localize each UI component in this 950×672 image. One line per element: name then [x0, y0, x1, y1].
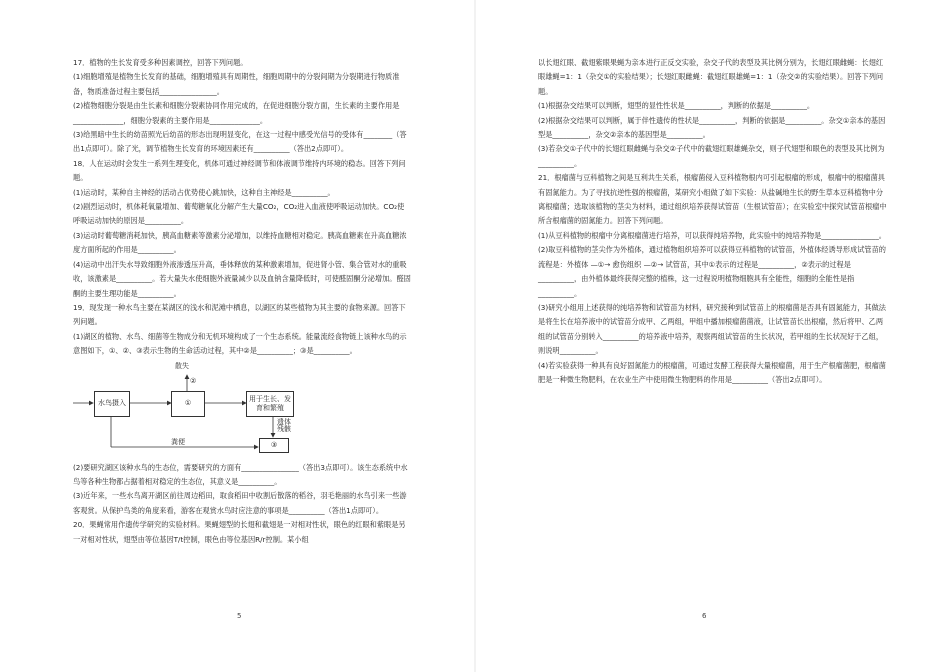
q17-title: 17．植物的生长发育受多种因素调控，回答下列问题。	[73, 58, 248, 67]
page-right	[475, 0, 950, 672]
label-dissipate: 散失	[175, 361, 189, 370]
q20-part3: (3)若杂交①子代中的长翅红眼雌蝇与杂交②子代中的截翅红眼雄蝇杂交，则子代翅型和眼色的表型及其比例为__________。	[538, 144, 885, 168]
q18-part3: (3)运动时葡萄糖消耗加快，胰高血糖素等激素分泌增加，以维持血糖相对稳定。胰高血糖素在升高血糖浓度方面所起的作用是__________。	[73, 230, 407, 255]
q21-part4: (4)若实验获得一种具有良好固氮能力的根瘤菌，可通过发酵工程获得大量根瘤菌，用于生产根瘤菌肥，根瘤菌肥是一种微生物肥料，在农业生产中使用微生物肥料的作用是__________（答出2点即可）。	[538, 360, 886, 384]
q20-continued: 以长翅红眼、截翅紫眼果蝇为亲本进行正反交实验，杂交子代的表型及其比例分别为，长翅红眼雌蝇：长翅红眼雄蝇=1：1（杂交①的实验结果）；长翅红眼雌蝇：截翅红眼雄蝇=1：1（杂交②的实验结果）。回答下列问题。	[538, 58, 884, 96]
q17-part1: (1)细胞增殖是植物生长发育的基础，细胞增殖具有周期性，细胞周期中的分裂间期为分裂期进行物质准备，物质准备过程主要包括________________。	[73, 72, 400, 96]
right-column	[538, 56, 888, 387]
q19-title: 19．现发现一种水鸟主要在某湖区的浅水和泥滩中栖息，以湖区的某些植物为其主要的食物来源。回答下列问题。	[73, 302, 406, 327]
box-growth: 用于生长、发育和繁殖	[246, 391, 294, 417]
q17-part3: (3)给黑暗中生长的幼苗照光后幼苗的形态出现明显变化，在这一过程中感受光信号的受体有________（答出1点即可）。除了光，调节植物生长发育的环境因素还有__________（答出2点即可）。	[73, 130, 407, 154]
q18-title: 18．人在运动时会发生一系列生理变化，机体可通过神经调节和体液调节维持内环境的稳态。回答下列问题。	[73, 158, 406, 183]
box-process-3: ③	[259, 438, 289, 453]
q20-title: 20．果蝇常用作遗传学研究的实验材料。果蝇翅型的长翅和截翅是一对相对性状，眼色的红眼和紫眼是另一对相对性状，翅型由等位基因T/t控制，眼色由等位基因R/r控制。某小组	[73, 520, 406, 544]
box-process-1: ①	[171, 391, 205, 417]
q19-part2: (2)要研究湖区该种水鸟的生态位，需要研究的方面有________________（答出3点即可）。该生态系统中水鸟等各种生物都占据着相对稳定的生态位，其意义是__________。	[73, 462, 408, 486]
label-remains: 遗体残骸	[277, 417, 291, 433]
left-column	[73, 56, 411, 547]
label-feces: 粪便	[171, 437, 185, 446]
q18-part4: (4)运动中出汗失水导致细胞外液渗透压升高，垂体释放的某种激素增加，促进肾小管、集合管对水的重吸收，该激素是__________。若大量失水使细胞外液量减少以及血钠含量降低时，可使醛固酮分泌增加。醛固酮的主要生理功能是__________。	[73, 259, 411, 298]
q18-part2: (2)剧烈运动时，机体耗氧量增加、葡萄糖氧化分解产生大量CO₂，CO₂进入血液使呼吸运动加快。CO₂使呼吸运动加快的原因是__________。	[73, 202, 405, 226]
page-number-left: 5	[237, 612, 242, 620]
q17-part2: (2)植物细胞分裂是由生长素和细胞分裂素协同作用完成的，在促进细胞分裂方面，生长素的主要作用是______________，细胞分裂素的主要作用是______________。	[73, 101, 400, 125]
energy-flow-diagram	[73, 361, 411, 457]
q20-part2: (2)根据杂交结果可以判断，属于伴性遗传的性状是__________，判断的依据是__________。杂交①亲本的基因型是__________，杂交②亲本的基因型是__________。	[538, 115, 886, 140]
q20-part1: (1)根据杂交结果可以判断，翅型的显性性状是__________，判断的依据是__________。	[538, 101, 815, 111]
page-number-right: 6	[702, 612, 707, 620]
box-bird-intake: 水鸟摄入	[94, 391, 130, 417]
q19-part1: (1)湖区的植物、水鸟、细菌等生物成分和无机环境构成了一个生态系统。能量流经食物链上该种水鸟的示意图如下，①、②、③表示生物的生命活动过程，其中②是__________；③是__________。	[73, 331, 407, 356]
q18-part1: (1)运动时，某种自主神经的活动占优势使心跳加快，这种自主神经是__________。	[73, 187, 335, 197]
q21-title: 21．根瘤菌与豆科植物之间是互利共生关系，根瘤菌侵入豆科植物根内可引起根瘤的形成，根瘤中的根瘤菌具有固氮能力。为了寻找抗逆性强的根瘤菌，某研究小组做了如下实验：从盐碱地生长的野生草本豆科植物中分离根瘤菌；选取该植物的茎尖为材料，通过组织培养获得试管苗（生根试管苗）；在实验室中探究试管苗根瘤中所含根瘤菌的固氮能力。回答下列问题。	[538, 173, 887, 226]
label-process-2: ②	[190, 376, 197, 385]
q21-part2: (2)取豆科植物的茎尖作为外植体，通过植物组织培养可以获得豆科植物的试管苗，外植体经诱导形成试管苗的流程是：外植体 —①→ 愈伤组织 —②→ 试管苗，其中①表示的过程是__________，②表示的过程是__________，由外植体最终获得完整的植株，这一过程说明植物细胞具有全能性，细胞的全能性是指__________。	[538, 245, 886, 298]
q21-part3: (3)研究小组用上述获得的纯培养物和试管苗为材料，研究接种到试管苗上的根瘤菌是否具有固氮能力，其做法是将生长在培养液中的试管苗分成甲、乙两组，甲组中播加根瘤菌菌液，让试管苗长出根瘤，然后将甲、乙两组的试管苗分别转入__________的培养液中培养，观察两组试管苗的生长状况，若甲组的生长状况好于乙组，则说明__________。	[538, 302, 886, 356]
q21-part1: (1)从豆科植物的根瘤中分离根瘤菌进行培养，可以获得纯培养物，此实验中的纯培养物是________________。	[538, 230, 886, 240]
q19-part3: (3)近年来，一些水鸟离开湖区前往周边稻田，取食稻田中收割后散落的稻谷，羽毛艳丽的水鸟引来一些游客观赏。从保护鸟类的角度来看，游客在观赏水鸟时应注意的事项是__________（答出1点即可）。	[73, 491, 407, 515]
